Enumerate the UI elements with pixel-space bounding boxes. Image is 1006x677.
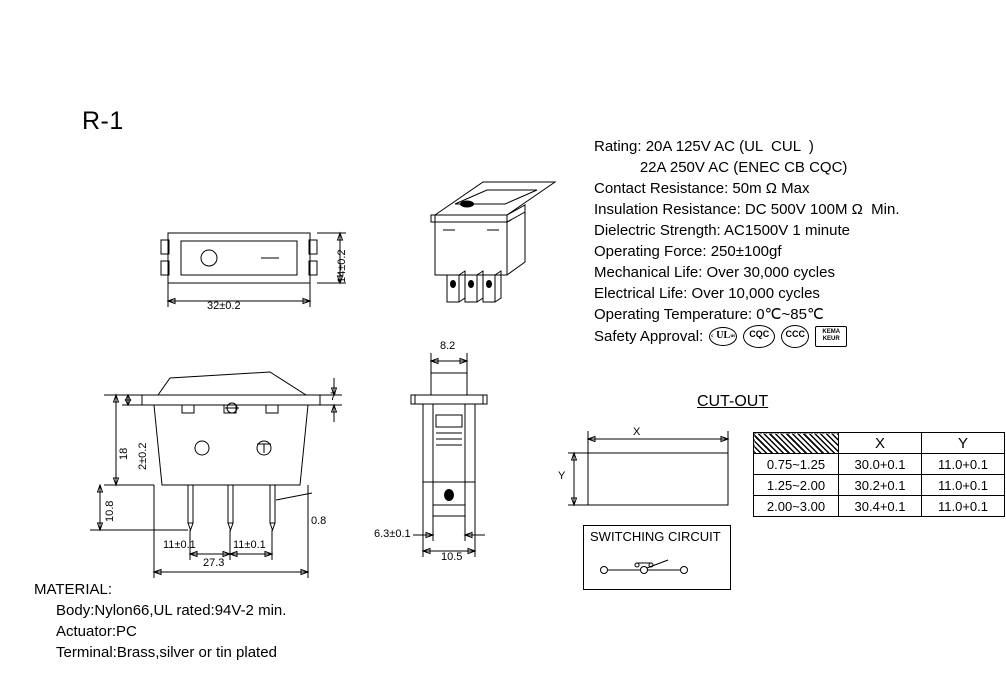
cutout-x-label: X [633, 426, 641, 438]
spec-line-electrical-life: Electrical Life: Over 10,000 cycles [594, 285, 820, 302]
spec-line-mechanical-life: Mechanical Life: Over 30,000 cycles [594, 264, 835, 281]
perspective-view-drawing [425, 160, 575, 320]
cell-thickness-3: 2.00~3.00 [754, 496, 839, 517]
front-view-terminal-height-dim: 10.8 [104, 500, 116, 522]
cell-y-3: 11.0+0.1 [922, 496, 1005, 517]
cqc-mark-icon: CQC [743, 325, 775, 348]
front-view-bezel-dim: 2±0.2 [137, 442, 149, 470]
front-view-height-dim: 18 [118, 447, 130, 460]
front-view-pitch-dim-1: 11±0.1 [163, 539, 196, 551]
cutout-title: CUT-OUT [697, 393, 769, 410]
cell-thickness-2: 1.25~2.00 [754, 475, 839, 496]
panel-thickness-header-icon [754, 433, 839, 454]
material-line-body: Body:Nylon66,UL rated:94V-2 min. [56, 602, 287, 619]
cell-x-3: 30.4+0.1 [839, 496, 922, 517]
page-title: R-1 [82, 107, 124, 135]
safety-approval-label: Safety Approval: [594, 328, 704, 345]
cell-thickness-1: 0.75~1.25 [754, 454, 839, 475]
switching-circuit-label: SWITCHING CIRCUIT [590, 529, 721, 544]
cutout-dimension-table [753, 432, 1005, 517]
cutout-y-label: Y [558, 470, 566, 482]
kema-line-2: KEUR [822, 336, 840, 342]
specification-block [594, 136, 900, 348]
spec-line-rating-1: Rating: 20A 125V AC (UL CUL ) [594, 138, 814, 155]
front-view-terminal-thickness-dim: 0.8 [311, 515, 327, 527]
material-heading: MATERIAL: [34, 581, 113, 598]
ul-mark-us-label: us [730, 334, 736, 339]
table-row [754, 475, 1005, 496]
safety-approval-row [594, 325, 900, 348]
ccc-mark-icon: CCC [781, 325, 809, 348]
ul-mark-icon [709, 327, 737, 346]
side-view-top-width-dim: 8.2 [440, 340, 456, 352]
table-row [754, 496, 1005, 517]
side-view-drawing [405, 345, 535, 555]
table-header-row [754, 433, 1005, 454]
material-line-actuator: Actuator:PC [56, 623, 137, 640]
column-header-x: X [839, 433, 922, 454]
spec-line-operating-force: Operating Force: 250±100gf [594, 243, 782, 260]
side-view-terminal-dim: 6.3±0.1 [374, 528, 411, 540]
spec-line-operating-temperature: Operating Temperature: 0℃~85℃ [594, 306, 824, 323]
material-line-terminal: Terminal:Brass,silver or tin plated [56, 644, 277, 661]
cell-y-1: 11.0+0.1 [922, 454, 1005, 475]
switching-circuit-box [583, 525, 731, 590]
front-view-pitch-dim-2: 11±0.1 [233, 539, 266, 551]
kema-line-1: KEMA [822, 329, 841, 335]
spec-line-insulation-resistance: Insulation Resistance: DC 500V 100M Ω Min. [594, 201, 900, 218]
cell-y-2: 11.0+0.1 [922, 475, 1005, 496]
front-view-body-width-dim: 27.3 [203, 557, 225, 569]
top-view-drawing [160, 225, 360, 315]
spec-line-dielectric-strength: Dielectric Strength: AC1500V 1 minute [594, 222, 850, 239]
cell-x-2: 30.2+0.1 [839, 475, 922, 496]
material-block [34, 579, 286, 663]
side-view-depth-dim: 10.5 [441, 551, 463, 563]
column-header-y: Y [922, 433, 1005, 454]
spec-line-rating-2: 22A 250V AC (ENEC CB CQC) [594, 159, 848, 176]
spec-line-contact-resistance: Contact Resistance: 50m Ω Max [594, 180, 810, 197]
top-view-width-dim: 32±0.2 [207, 300, 241, 312]
switching-circuit-schematic [592, 552, 722, 584]
front-view-right-dim: 7 [330, 391, 337, 403]
top-view-height-dim: 14±0.2 [336, 249, 348, 283]
table-row [754, 454, 1005, 475]
ul-mark-c-label: c [711, 334, 714, 339]
ul-mark-label: UL [716, 330, 731, 341]
cell-x-1: 30.0+0.1 [839, 454, 922, 475]
kema-keur-mark-icon [815, 326, 847, 347]
cutout-drawing [570, 425, 750, 515]
